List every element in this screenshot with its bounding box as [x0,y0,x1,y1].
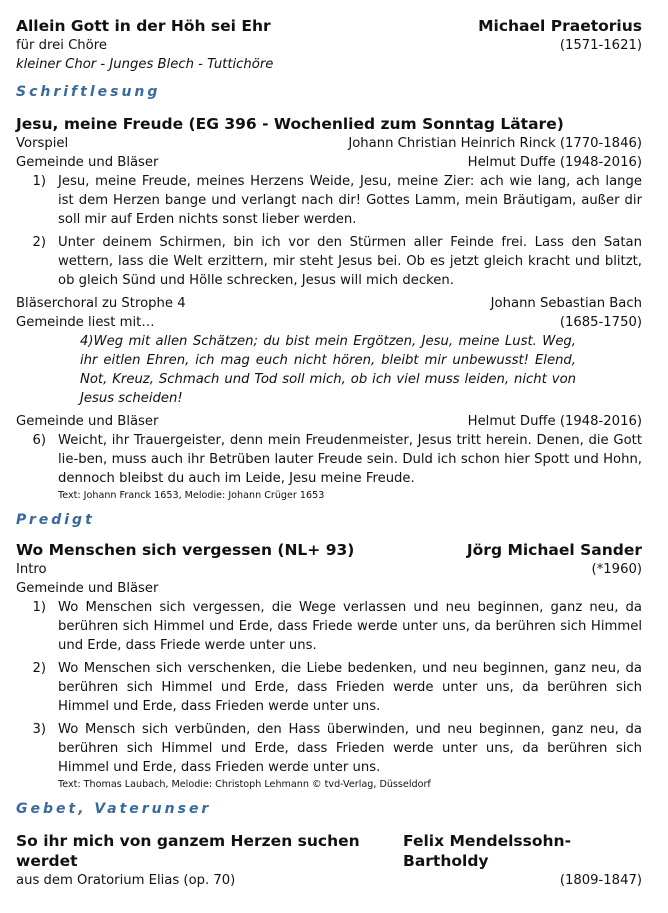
verse-number: 2) [32,661,46,676]
piece2-choral-row [16,294,642,313]
piece2-group1-row [16,153,642,172]
verse-text: Wo Mensch sich verbünden, den Hass überwinden, und neu beginnen, ganz neu, da berühren sich Himmel und Erde, dass Frieden werde unter uns, da berühren sich Himmel und Erde, dass Frieden werde unter uns. [58,722,642,775]
verse-number: 1) [32,600,46,615]
piece3-dates: (*1960) [591,562,642,577]
piece3-intro-row [16,560,642,579]
verse-number: 2) [32,235,46,250]
piece2-reads-dates: (1685-1750) [559,315,642,330]
piece2-choral-composer: Johann Sebastian Bach [490,296,642,311]
piece4-source: aus dem Oratorium Elias (op. 70) [16,873,236,888]
verse [16,172,642,229]
piece2-group1: Gemeinde und Bläser [16,155,159,170]
piece2-title: Jesu, meine Freude (EG 396 - Wochenlied zum Sonntag Lätare) [16,115,564,133]
piece3-header [16,540,642,560]
piece1-header [16,16,642,36]
piece2-group2-row [16,412,642,431]
piece2-vorspiel-composer: Johann Christian Heinrich Rinck (1770-1846) [348,136,642,151]
verse-text: Jesu, meine Freude, meines Herzens Weide, Jesu, meine Zier: ach wie lang, ach lange ist dem Herzen bange und verlangt nach dir! Gottes Lamm, mein Bräutigam, außer dir soll mir auf Erden nichts sonst lieber werden. [58,174,642,227]
piece1-performers-row [16,55,642,74]
piece2-group1-composer: Helmut Duffe (1948-2016) [467,155,642,170]
piece4-composer: Felix Mendelssohn-Bartholdy [403,832,572,870]
verse-number: 1) [32,174,46,189]
piece1-title: Allein Gott in der Höh sei Ehr [16,17,271,35]
piece2-vorspiel-row [16,134,642,153]
piece1-performers: kleiner Chor - Junges Blech - Tuttichöre [16,57,274,72]
piece4-source-row [16,871,642,890]
piece2-reads-row [16,313,642,332]
verse-text: Weicht, ihr Trauergeister, denn mein Freudenmeister, Jesus tritt herein. Denen, die Gott lie-ben, muss auch ihr Betrüben lauter Freude sein. Duld ich schon hier Spott und Hohn, dennoch bleibst du auch im Leide, Jesu meine Freude. [58,433,642,486]
verse [16,233,642,290]
piece3-composer: Jörg Michael Sander [466,541,642,559]
piece2-group2: Gemeinde und Bläser [16,414,159,429]
verse-text: Wo Menschen sich verschenken, die Liebe bedenken, und neu beginnen, ganz neu, da berühren sich Himmel und Erde, dass Frieden werde unter uns, da berühren sich Himmel und Erde, dass Frieden werde unter uns. [58,661,642,714]
piece3-title: Wo Menschen sich vergessen (NL+ 93) [16,541,355,559]
verse [16,720,642,777]
piece2-header [16,114,642,134]
piece1-composer: Michael Praetorius [478,17,642,35]
piece1-dates: (1571-1621) [559,38,642,53]
piece3-group: Gemeinde und Bläser [16,581,159,596]
piece3-credit: Text: Thomas Laubach, Melodie: Christoph Lehmann © tvd-Verlag, Düsseldorf [58,779,431,790]
verse-number: 3) [32,722,46,737]
verse [16,431,642,488]
read-along-quote: 4)Weg mit allen Schätzen; du bist mein Ergötzen, Jesu, meine Lust. Weg, ihr eitlen Ehren, ich mag euch nicht hören, bleibt mir unbewusst! Elend, Not, Kreuz, Schmach und Tod soll mich, ob ich viel muss leiden, nicht von Jesus scheiden! [80,334,576,406]
piece1-subrow [16,36,642,55]
piece2-choral: Bläserchoral zu Strophe 4 [16,296,186,311]
program-page [16,16,642,890]
section-heading: Predigt [16,512,95,528]
section-heading: Gebet, Vaterunser [16,801,212,817]
verse-text: Unter deinem Schirmen, bin ich vor den Stürmen aller Feinde frei. Lass den Satan wettern, lass die Welt erzittern, mir steht Jesus bei. Ob es jetzt gleich kracht und blitzt, ob gleich Sünd und Hölle schrecken, Jesus will mich decken. [58,235,642,288]
piece4-title: So ihr mich von ganzem Herzen suchen werdet [16,832,360,870]
piece4-dates: (1809-1847) [559,873,642,888]
piece4-header [16,831,642,871]
verse-number: 6) [32,433,46,448]
section-heading: Schriftlesung [16,84,161,100]
verse [16,659,642,716]
piece2-credit: Text: Johann Franck 1653, Melodie: Johann Crüger 1653 [58,490,325,501]
verse [16,598,642,655]
piece2-vorspiel: Vorspiel [16,136,69,151]
verse-text: Wo Menschen sich vergessen, die Wege verlassen und neu beginnen, ganz neu, da berühren sich Himmel und Erde, dass Friede werde unter uns, da berühren sich Himmel und Erde, dass Friede werde unter uns. [58,600,642,653]
piece3-group-row [16,579,642,598]
piece2-group2-composer: Helmut Duffe (1948-2016) [467,414,642,429]
piece3-intro: Intro [16,562,47,577]
piece1-subtitle: für drei Chöre [16,38,107,53]
piece2-reads: Gemeinde liest mit… [16,315,155,330]
